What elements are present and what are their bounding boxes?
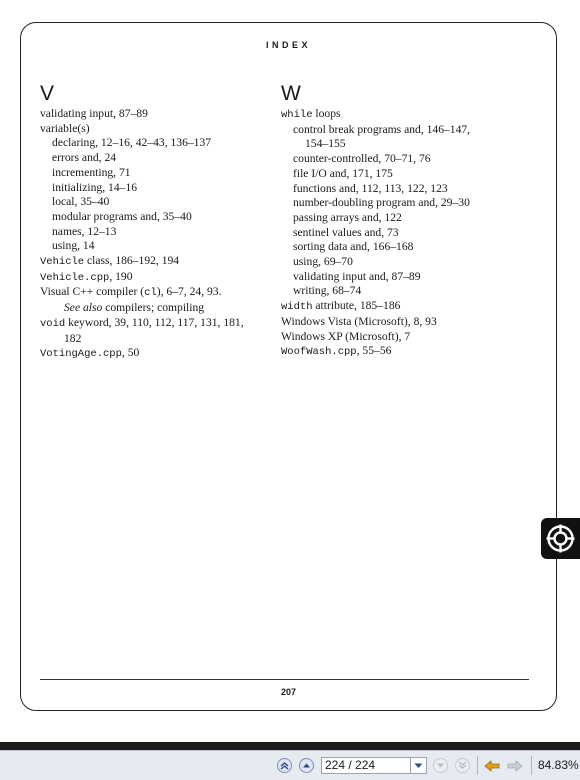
index-entry [281, 299, 521, 315]
index-entry [281, 152, 521, 167]
section-letter: W [281, 82, 301, 105]
book-page [20, 22, 557, 711]
index-entry [40, 225, 270, 240]
back-arrow-icon [484, 760, 500, 772]
code-term: Vehicle [40, 256, 85, 269]
entry-text: errors and, 24 [52, 151, 117, 165]
index-entry [40, 239, 270, 254]
code-term: WoofWash.cpp [281, 346, 357, 359]
index-entry [40, 270, 270, 286]
page-number: 207 [280, 687, 297, 697]
entry-text: number-doubling program and, 29–30 [293, 196, 470, 210]
code-term: VotingAge.cpp [40, 348, 122, 361]
index-entry [40, 136, 270, 151]
last-page-button[interactable] [455, 758, 470, 773]
first-page-button[interactable] [277, 758, 292, 773]
code-term: while [281, 109, 313, 121]
index-entry [281, 196, 521, 211]
entry-text: sentinel values and, 73 [293, 225, 399, 239]
entry-text: file I/O and, 171, 175 [293, 166, 393, 180]
index-entry [40, 181, 270, 196]
entry-text: incrementing, 71 [52, 165, 131, 179]
index-entry [40, 122, 270, 137]
previous-page-icon [302, 761, 311, 770]
entry-text: validating input and, 87–89 [293, 269, 421, 283]
entry-text: attribute, 185–186 [312, 299, 401, 313]
index-entry [40, 254, 270, 270]
index-entry [40, 332, 270, 347]
index-entry [281, 284, 521, 299]
index-entry [281, 107, 521, 123]
code-term: void [40, 317, 66, 330]
entry-text: names, 12–13 [52, 224, 117, 238]
entry-text: modular programs and, 35–40 [52, 209, 192, 223]
entry-text: using, 14 [52, 239, 95, 253]
footer-rule [40, 679, 529, 680]
index-entry [281, 123, 521, 138]
code-term: width [281, 301, 313, 314]
page-number-input[interactable]: 224 / 224 [321, 757, 411, 774]
navigation-toolbar [0, 750, 580, 780]
entry-text: , 55–56 [356, 344, 392, 358]
index-entry [40, 107, 270, 122]
index-entry [281, 211, 521, 226]
index-entry [281, 270, 521, 285]
section-letter: V [40, 82, 55, 105]
entry-text: Windows XP (Microsoft), 7 [281, 329, 411, 343]
index-entry [40, 151, 270, 166]
target-crosshair-icon [545, 523, 576, 554]
index-entry [281, 255, 521, 270]
index-entry [40, 210, 270, 225]
index-entry [281, 226, 521, 241]
entry-text: Visual C++ compiler ( [40, 285, 145, 299]
chevron-down-icon [414, 763, 423, 769]
back-button[interactable] [483, 757, 501, 774]
index-column-left [40, 81, 270, 362]
forward-arrow-icon [507, 760, 523, 772]
page-dropdown-button[interactable] [411, 757, 427, 774]
entry-text: writing, 68–74 [293, 284, 362, 298]
entry-text: control break programs and, 146–147, [293, 122, 471, 136]
index-entry [281, 315, 521, 330]
index-entry [281, 330, 521, 345]
index-entry [40, 166, 270, 181]
entry-text: 182 [64, 331, 82, 345]
index-entry [40, 301, 270, 316]
first-page-icon [280, 761, 289, 770]
entry-text: Windows Vista (Microsoft), 8, 93 [281, 314, 437, 328]
entry-text: , 190 [109, 269, 133, 283]
entry-text: , 50 [121, 346, 140, 360]
side-panel-tab[interactable] [541, 518, 580, 559]
toolbar-separator [531, 756, 532, 775]
entry-text: functions and, 112, 113, 122, 123 [293, 181, 448, 195]
entry-text: declaring, 12–16, 42–43, 136–137 [52, 136, 212, 150]
code-term: cl [144, 287, 157, 300]
entry-text: 154–155 [305, 137, 346, 151]
entry-text: keyword, 39, 110, 112, 117, 131, 181, [65, 315, 244, 329]
index-entry [40, 346, 270, 362]
viewer-divider [0, 742, 580, 750]
entry-text: counter-controlled, 70–71, 76 [293, 152, 431, 166]
index-entry [40, 285, 270, 301]
index-column-right [281, 81, 521, 360]
forward-button[interactable] [506, 757, 524, 774]
index-entry [281, 137, 521, 152]
entry-text: class, 186–192, 194 [84, 254, 180, 268]
entry-text: sorting data and, 166–168 [293, 240, 414, 254]
running-head: INDEX [265, 40, 311, 50]
next-page-button[interactable] [433, 758, 448, 773]
index-entry [281, 182, 521, 197]
entry-text: ), 6–7, 24, 93. [156, 285, 222, 299]
index-entries [40, 107, 270, 362]
previous-page-button[interactable] [299, 758, 314, 773]
entry-text: validating input, 87–89 [40, 107, 148, 120]
entry-text: passing arrays and, 122 [293, 210, 402, 224]
toolbar-separator [477, 756, 478, 775]
index-entry [281, 167, 521, 182]
index-entry [40, 316, 270, 332]
index-entries [281, 107, 521, 360]
entry-text: using, 69–70 [293, 255, 353, 269]
entry-text: local, 35–40 [52, 195, 110, 209]
entry-text: variable(s) [40, 121, 90, 135]
index-entry [281, 240, 521, 255]
entry-text: loops [312, 107, 341, 120]
zoom-level[interactable]: 84.83% [538, 758, 579, 772]
cross-reference: See also [64, 301, 103, 315]
index-entry [40, 195, 270, 210]
code-term: Vehicle.cpp [40, 271, 110, 284]
entry-text: initializing, 14–16 [52, 180, 138, 194]
entry-text: compilers; compiling [102, 301, 205, 315]
last-page-icon [458, 761, 467, 770]
next-page-icon [436, 761, 445, 770]
index-entry [281, 344, 521, 360]
